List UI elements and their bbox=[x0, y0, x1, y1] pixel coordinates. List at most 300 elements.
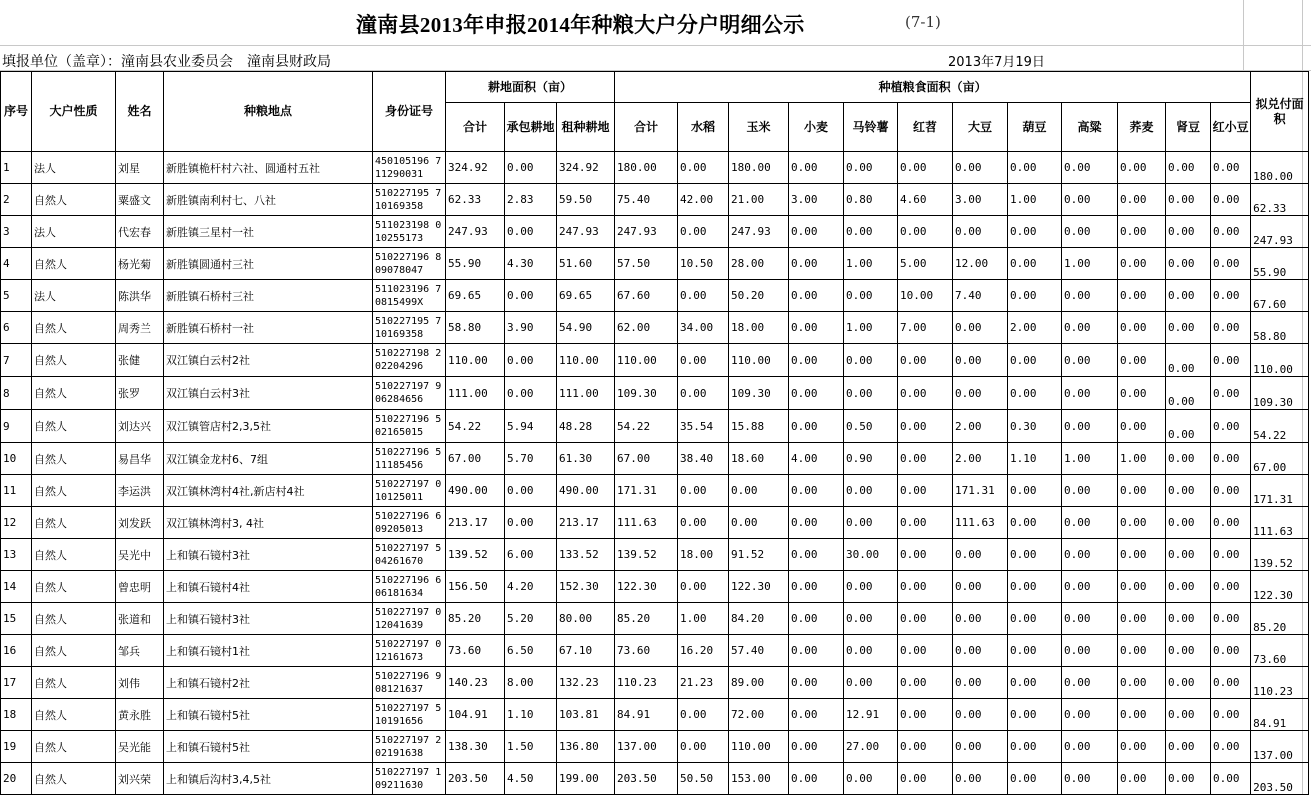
cell-payout: 54.22 bbox=[1251, 410, 1309, 443]
cell-grain-total: 85.20 bbox=[615, 603, 678, 635]
cell-sweetpotato: 0.00 bbox=[898, 410, 953, 443]
cell-sorghum: 0.00 bbox=[1062, 280, 1118, 312]
cell-sorghum: 0.00 bbox=[1062, 603, 1118, 635]
header-name: 姓名 bbox=[116, 72, 164, 152]
cell-redbean: 0.00 bbox=[1211, 410, 1251, 443]
table-row bbox=[1, 571, 1309, 603]
cell-corn: 18.00 bbox=[729, 312, 789, 344]
cell-location: 双江镇白云村3社 bbox=[164, 377, 373, 410]
cell-name: 代宏春 bbox=[116, 216, 164, 248]
cell-grain-total: 203.50 bbox=[615, 763, 678, 795]
cell-area-contract: 1.10 bbox=[505, 699, 557, 731]
table-row bbox=[1, 312, 1309, 344]
cell-sorghum: 0.00 bbox=[1062, 410, 1118, 443]
cell-redbean: 0.00 bbox=[1211, 475, 1251, 507]
cell-id: 510227197 010125011 bbox=[373, 475, 446, 507]
cell-kidney: 0.00 bbox=[1166, 152, 1211, 184]
cell-potato: 0.00 bbox=[844, 635, 898, 667]
cell-wheat: 0.00 bbox=[789, 377, 844, 410]
cell-wheat: 0.00 bbox=[789, 248, 844, 280]
table-row bbox=[1, 410, 1309, 443]
cell-area-total: 85.20 bbox=[446, 603, 505, 635]
cell-payout: 85.20 bbox=[1251, 603, 1309, 635]
cell-rice: 18.00 bbox=[678, 539, 729, 571]
cell-potato: 0.50 bbox=[844, 410, 898, 443]
header-area-group: 耕地面积（亩） bbox=[446, 72, 615, 103]
cell-wheat: 0.00 bbox=[789, 571, 844, 603]
cell-pea: 0.00 bbox=[1008, 507, 1062, 539]
cell-buckwheat: 0.00 bbox=[1118, 635, 1166, 667]
cell-pea: 1.10 bbox=[1008, 443, 1062, 475]
cell-corn: 18.60 bbox=[729, 443, 789, 475]
cell-soy: 0.00 bbox=[953, 344, 1008, 377]
cell-location: 上和镇石镜村3社 bbox=[164, 603, 373, 635]
cell-location: 新胜镇石桥村三社 bbox=[164, 280, 373, 312]
table-row bbox=[1, 216, 1309, 248]
cell-kidney: 0.00 bbox=[1166, 571, 1211, 603]
cell-seq: 6 bbox=[1, 312, 32, 344]
cell-area-total: 62.33 bbox=[446, 184, 505, 216]
cell-kidney: 0.00 bbox=[1166, 312, 1211, 344]
cell-corn: 110.00 bbox=[729, 731, 789, 763]
cell-soy: 0.00 bbox=[953, 763, 1008, 795]
cell-potato: 0.00 bbox=[844, 280, 898, 312]
cell-buckwheat: 0.00 bbox=[1118, 410, 1166, 443]
cell-sorghum: 1.00 bbox=[1062, 248, 1118, 280]
cell-area-total: 58.80 bbox=[446, 312, 505, 344]
cell-id: 510227197 012041639 bbox=[373, 603, 446, 635]
cell-sweetpotato: 0.00 bbox=[898, 539, 953, 571]
header-grain-total: 合计 bbox=[615, 103, 678, 152]
cell-location: 双江镇金龙村6、7组 bbox=[164, 443, 373, 475]
cell-nature: 自然人 bbox=[32, 699, 116, 731]
header-kidney: 肾豆 bbox=[1166, 103, 1211, 152]
cell-buckwheat: 0.00 bbox=[1118, 152, 1166, 184]
cell-location: 上和镇石镜村5社 bbox=[164, 699, 373, 731]
cell-wheat: 0.00 bbox=[789, 635, 844, 667]
cell-sorghum: 0.00 bbox=[1062, 539, 1118, 571]
cell-corn: 57.40 bbox=[729, 635, 789, 667]
cell-grain-total: 110.23 bbox=[615, 667, 678, 699]
cell-pea: 0.00 bbox=[1008, 571, 1062, 603]
cell-grain-total: 111.63 bbox=[615, 507, 678, 539]
cell-soy: 0.00 bbox=[953, 635, 1008, 667]
cell-area-total: 490.00 bbox=[446, 475, 505, 507]
cell-soy: 0.00 bbox=[953, 216, 1008, 248]
cell-soy: 0.00 bbox=[953, 152, 1008, 184]
cell-corn: 89.00 bbox=[729, 667, 789, 699]
table-row bbox=[1, 152, 1309, 184]
cell-seq: 4 bbox=[1, 248, 32, 280]
cell-id: 510227196 606181634 bbox=[373, 571, 446, 603]
cell-wheat: 0.00 bbox=[789, 603, 844, 635]
cell-name: 杨光菊 bbox=[116, 248, 164, 280]
cell-soy: 2.00 bbox=[953, 410, 1008, 443]
table-row bbox=[1, 280, 1309, 312]
cell-area-rent: 133.52 bbox=[557, 539, 615, 571]
cell-sweetpotato: 0.00 bbox=[898, 667, 953, 699]
cell-grain-total: 109.30 bbox=[615, 377, 678, 410]
cell-area-rent: 61.30 bbox=[557, 443, 615, 475]
cell-pea: 2.00 bbox=[1008, 312, 1062, 344]
cell-corn: 91.52 bbox=[729, 539, 789, 571]
cell-area-rent: 59.50 bbox=[557, 184, 615, 216]
cell-name: 张罗 bbox=[116, 377, 164, 410]
cell-potato: 0.00 bbox=[844, 152, 898, 184]
cell-payout: 122.30 bbox=[1251, 571, 1309, 603]
table-row bbox=[1, 635, 1309, 667]
cell-id: 510227196 502165015 bbox=[373, 410, 446, 443]
cell-wheat: 0.00 bbox=[789, 699, 844, 731]
cell-soy: 171.31 bbox=[953, 475, 1008, 507]
cell-area-rent: 136.80 bbox=[557, 731, 615, 763]
table-row bbox=[1, 603, 1309, 635]
cell-area-contract: 0.00 bbox=[505, 507, 557, 539]
cell-corn: 247.93 bbox=[729, 216, 789, 248]
cell-rice: 0.00 bbox=[678, 699, 729, 731]
header-id: 身份证号 bbox=[373, 72, 446, 152]
cell-location: 新胜镇南利村七、八社 bbox=[164, 184, 373, 216]
cell-kidney: 0.00 bbox=[1166, 667, 1211, 699]
header-area-rent: 租种耕地 bbox=[557, 103, 615, 152]
cell-buckwheat: 0.00 bbox=[1118, 699, 1166, 731]
cell-seq: 2 bbox=[1, 184, 32, 216]
cell-area-total: 203.50 bbox=[446, 763, 505, 795]
cell-grain-total: 62.00 bbox=[615, 312, 678, 344]
cell-seq: 14 bbox=[1, 571, 32, 603]
cell-potato: 0.00 bbox=[844, 377, 898, 410]
cell-rice: 0.00 bbox=[678, 344, 729, 377]
cell-id: 510227196 609205013 bbox=[373, 507, 446, 539]
cell-payout: 73.60 bbox=[1251, 635, 1309, 667]
cell-rice: 21.23 bbox=[678, 667, 729, 699]
cell-name: 刘发跃 bbox=[116, 507, 164, 539]
cell-rice: 0.00 bbox=[678, 475, 729, 507]
cell-pea: 0.00 bbox=[1008, 248, 1062, 280]
cell-pea: 0.00 bbox=[1008, 539, 1062, 571]
cell-seq: 11 bbox=[1, 475, 32, 507]
cell-area-rent: 111.00 bbox=[557, 377, 615, 410]
cell-buckwheat: 0.00 bbox=[1118, 763, 1166, 795]
cell-area-rent: 54.90 bbox=[557, 312, 615, 344]
cell-area-total: 138.30 bbox=[446, 731, 505, 763]
cell-kidney: 0.00 bbox=[1166, 603, 1211, 635]
cell-location: 新胜镇三星村一社 bbox=[164, 216, 373, 248]
cell-area-contract: 0.00 bbox=[505, 280, 557, 312]
cell-grain-total: 73.60 bbox=[615, 635, 678, 667]
cell-rice: 38.40 bbox=[678, 443, 729, 475]
cell-name: 黄永胜 bbox=[116, 699, 164, 731]
cell-soy: 0.00 bbox=[953, 603, 1008, 635]
cell-redbean: 0.00 bbox=[1211, 377, 1251, 410]
cell-id: 510227196 809078047 bbox=[373, 248, 446, 280]
page-title: 潼南县2013年申报2014年种粮大户分户明细公示 bbox=[356, 13, 805, 37]
cell-buckwheat: 0.00 bbox=[1118, 603, 1166, 635]
cell-area-rent: 69.65 bbox=[557, 280, 615, 312]
cell-location: 上和镇石镜村5社 bbox=[164, 731, 373, 763]
cell-payout: 58.80 bbox=[1251, 312, 1309, 344]
cell-wheat: 0.00 bbox=[789, 312, 844, 344]
cell-area-total: 69.65 bbox=[446, 280, 505, 312]
cell-location: 上和镇石镜村3社 bbox=[164, 539, 373, 571]
cell-payout: 203.50 bbox=[1251, 763, 1309, 795]
table-row bbox=[1, 731, 1309, 763]
cell-corn: 0.00 bbox=[729, 475, 789, 507]
cell-corn: 109.30 bbox=[729, 377, 789, 410]
cell-seq: 10 bbox=[1, 443, 32, 475]
cell-location: 上和镇后沟村3,4,5社 bbox=[164, 763, 373, 795]
cell-rice: 16.20 bbox=[678, 635, 729, 667]
header-nature: 大户性质 bbox=[32, 72, 116, 152]
cell-area-rent: 324.92 bbox=[557, 152, 615, 184]
cell-sorghum: 0.00 bbox=[1062, 667, 1118, 699]
cell-buckwheat: 0.00 bbox=[1118, 184, 1166, 216]
cell-corn: 0.00 bbox=[729, 507, 789, 539]
cell-potato: 1.00 bbox=[844, 312, 898, 344]
cell-buckwheat: 0.00 bbox=[1118, 216, 1166, 248]
cell-pea: 0.00 bbox=[1008, 216, 1062, 248]
cell-soy: 111.63 bbox=[953, 507, 1008, 539]
cell-buckwheat: 1.00 bbox=[1118, 443, 1166, 475]
cell-soy: 0.00 bbox=[953, 377, 1008, 410]
cell-name: 曾忠明 bbox=[116, 571, 164, 603]
cell-sweetpotato: 7.00 bbox=[898, 312, 953, 344]
header-area-total: 合计 bbox=[446, 103, 505, 152]
cell-area-total: 213.17 bbox=[446, 507, 505, 539]
cell-area-total: 73.60 bbox=[446, 635, 505, 667]
cell-kidney: 0.00 bbox=[1166, 216, 1211, 248]
cell-area-total: 104.91 bbox=[446, 699, 505, 731]
cell-pea: 0.00 bbox=[1008, 635, 1062, 667]
cell-sorghum: 0.00 bbox=[1062, 152, 1118, 184]
cell-kidney: 0.00 bbox=[1166, 184, 1211, 216]
cell-id: 510227197 202191638 bbox=[373, 731, 446, 763]
cell-area-contract: 5.94 bbox=[505, 410, 557, 443]
cell-area-contract: 0.00 bbox=[505, 475, 557, 507]
table-row bbox=[1, 344, 1309, 377]
table-row bbox=[1, 667, 1309, 699]
cell-sorghum: 0.00 bbox=[1062, 184, 1118, 216]
cell-payout: 137.00 bbox=[1251, 731, 1309, 763]
table-row bbox=[1, 763, 1309, 795]
cell-name: 周秀兰 bbox=[116, 312, 164, 344]
table-body bbox=[1, 152, 1309, 795]
cell-area-total: 247.93 bbox=[446, 216, 505, 248]
cell-kidney: 0.00 bbox=[1166, 248, 1211, 280]
cell-sorghum: 0.00 bbox=[1062, 731, 1118, 763]
cell-pea: 0.30 bbox=[1008, 410, 1062, 443]
cell-grain-total: 75.40 bbox=[615, 184, 678, 216]
cell-id: 510227195 710169358 bbox=[373, 184, 446, 216]
cell-area-contract: 2.83 bbox=[505, 184, 557, 216]
cell-area-total: 139.52 bbox=[446, 539, 505, 571]
cell-nature: 自然人 bbox=[32, 571, 116, 603]
cell-soy: 0.00 bbox=[953, 539, 1008, 571]
cell-nature: 自然人 bbox=[32, 667, 116, 699]
cell-name: 吴光中 bbox=[116, 539, 164, 571]
cell-area-rent: 103.81 bbox=[557, 699, 615, 731]
cell-corn: 72.00 bbox=[729, 699, 789, 731]
table-row bbox=[1, 248, 1309, 280]
cell-wheat: 0.00 bbox=[789, 475, 844, 507]
cell-rice: 1.00 bbox=[678, 603, 729, 635]
cell-wheat: 0.00 bbox=[789, 763, 844, 795]
cell-redbean: 0.00 bbox=[1211, 667, 1251, 699]
cell-location: 双江镇管店村2,3,5社 bbox=[164, 410, 373, 443]
cell-seq: 12 bbox=[1, 507, 32, 539]
cell-name: 刘达兴 bbox=[116, 410, 164, 443]
cell-potato: 0.00 bbox=[844, 571, 898, 603]
cell-payout: 180.00 bbox=[1251, 152, 1309, 184]
cell-nature: 自然人 bbox=[32, 312, 116, 344]
cell-area-contract: 3.90 bbox=[505, 312, 557, 344]
table-row bbox=[1, 507, 1309, 539]
cell-id: 510227196 908121637 bbox=[373, 667, 446, 699]
cell-rice: 34.00 bbox=[678, 312, 729, 344]
grid-line bbox=[0, 45, 1311, 46]
cell-nature: 自然人 bbox=[32, 344, 116, 377]
cell-seq: 17 bbox=[1, 667, 32, 699]
cell-location: 双江镇林湾村4社,新店村4社 bbox=[164, 475, 373, 507]
cell-wheat: 0.00 bbox=[789, 731, 844, 763]
cell-grain-total: 110.00 bbox=[615, 344, 678, 377]
cell-rice: 42.00 bbox=[678, 184, 729, 216]
cell-kidney: 0.00 bbox=[1166, 539, 1211, 571]
cell-area-contract: 0.00 bbox=[505, 152, 557, 184]
cell-id: 511023196 70815499X bbox=[373, 280, 446, 312]
cell-grain-total: 247.93 bbox=[615, 216, 678, 248]
cell-rice: 0.00 bbox=[678, 280, 729, 312]
cell-sweetpotato: 0.00 bbox=[898, 507, 953, 539]
cell-kidney: 0.00 bbox=[1166, 507, 1211, 539]
cell-soy: 2.00 bbox=[953, 443, 1008, 475]
cell-corn: 21.00 bbox=[729, 184, 789, 216]
cell-redbean: 0.00 bbox=[1211, 539, 1251, 571]
cell-sorghum: 0.00 bbox=[1062, 377, 1118, 410]
cell-potato: 0.00 bbox=[844, 344, 898, 377]
cell-id: 510227197 504261670 bbox=[373, 539, 446, 571]
cell-kidney: 0.00 bbox=[1166, 443, 1211, 475]
cell-sweetpotato: 0.00 bbox=[898, 344, 953, 377]
cell-seq: 1 bbox=[1, 152, 32, 184]
cell-rice: 0.00 bbox=[678, 377, 729, 410]
cell-area-rent: 247.93 bbox=[557, 216, 615, 248]
cell-nature: 自然人 bbox=[32, 475, 116, 507]
cell-area-rent: 51.60 bbox=[557, 248, 615, 280]
cell-nature: 自然人 bbox=[32, 377, 116, 410]
cell-redbean: 0.00 bbox=[1211, 603, 1251, 635]
cell-location: 新胜镇桅杆村六社、圆通村五社 bbox=[164, 152, 373, 184]
cell-nature: 自然人 bbox=[32, 635, 116, 667]
cell-redbean: 0.00 bbox=[1211, 731, 1251, 763]
cell-potato: 0.00 bbox=[844, 603, 898, 635]
cell-area-total: 55.90 bbox=[446, 248, 505, 280]
cell-corn: 122.30 bbox=[729, 571, 789, 603]
cell-area-total: 67.00 bbox=[446, 443, 505, 475]
cell-seq: 15 bbox=[1, 603, 32, 635]
cell-name: 李运洪 bbox=[116, 475, 164, 507]
header-buckwheat: 荞麦 bbox=[1118, 103, 1166, 152]
cell-nature: 法人 bbox=[32, 152, 116, 184]
cell-area-contract: 4.20 bbox=[505, 571, 557, 603]
cell-buckwheat: 0.00 bbox=[1118, 571, 1166, 603]
cell-id: 510227195 710169358 bbox=[373, 312, 446, 344]
cell-potato: 0.00 bbox=[844, 667, 898, 699]
cell-soy: 0.00 bbox=[953, 731, 1008, 763]
cell-grain-total: 171.31 bbox=[615, 475, 678, 507]
cell-potato: 1.00 bbox=[844, 248, 898, 280]
cell-payout: 111.63 bbox=[1251, 507, 1309, 539]
cell-sorghum: 0.00 bbox=[1062, 216, 1118, 248]
cell-area-contract: 1.50 bbox=[505, 731, 557, 763]
header-payout: 拟兑付面积 bbox=[1251, 72, 1309, 152]
cell-wheat: 0.00 bbox=[789, 152, 844, 184]
cell-potato: 0.00 bbox=[844, 507, 898, 539]
cell-name: 陈洪华 bbox=[116, 280, 164, 312]
cell-sorghum: 0.00 bbox=[1062, 635, 1118, 667]
header-sweetpotato: 红苕 bbox=[898, 103, 953, 152]
cell-wheat: 4.00 bbox=[789, 443, 844, 475]
cell-redbean: 0.00 bbox=[1211, 312, 1251, 344]
header-soy: 大豆 bbox=[953, 103, 1008, 152]
cell-payout: 62.33 bbox=[1251, 184, 1309, 216]
cell-name: 邹兵 bbox=[116, 635, 164, 667]
cell-wheat: 0.00 bbox=[789, 539, 844, 571]
cell-potato: 0.90 bbox=[844, 443, 898, 475]
cell-area-contract: 5.70 bbox=[505, 443, 557, 475]
cell-nature: 自然人 bbox=[32, 507, 116, 539]
cell-id: 510227197 109211630 bbox=[373, 763, 446, 795]
cell-buckwheat: 0.00 bbox=[1118, 248, 1166, 280]
cell-potato: 30.00 bbox=[844, 539, 898, 571]
cell-redbean: 0.00 bbox=[1211, 184, 1251, 216]
cell-sorghum: 0.00 bbox=[1062, 507, 1118, 539]
cell-rice: 35.54 bbox=[678, 410, 729, 443]
cell-name: 粟盛文 bbox=[116, 184, 164, 216]
cell-seq: 3 bbox=[1, 216, 32, 248]
cell-grain-total: 122.30 bbox=[615, 571, 678, 603]
cell-corn: 50.20 bbox=[729, 280, 789, 312]
cell-soy: 0.00 bbox=[953, 699, 1008, 731]
cell-area-contract: 4.50 bbox=[505, 763, 557, 795]
reporting-unit: 填报单位（盖章）：潼南县农业委员会 潼南县财政局 bbox=[2, 54, 331, 70]
cell-sorghum: 0.00 bbox=[1062, 312, 1118, 344]
cell-soy: 3.00 bbox=[953, 184, 1008, 216]
cell-area-total: 140.23 bbox=[446, 667, 505, 699]
table-row bbox=[1, 699, 1309, 731]
cell-location: 双江镇白云村2社 bbox=[164, 344, 373, 377]
cell-name: 张道和 bbox=[116, 603, 164, 635]
cell-area-contract: 4.30 bbox=[505, 248, 557, 280]
cell-corn: 110.00 bbox=[729, 344, 789, 377]
cell-sweetpotato: 0.00 bbox=[898, 377, 953, 410]
cell-area-contract: 5.20 bbox=[505, 603, 557, 635]
cell-kidney: 0.00 bbox=[1166, 731, 1211, 763]
cell-redbean: 0.00 bbox=[1211, 280, 1251, 312]
report-date: 2013年7月19日 bbox=[948, 55, 1045, 70]
cell-buckwheat: 0.00 bbox=[1118, 312, 1166, 344]
cell-buckwheat: 0.00 bbox=[1118, 280, 1166, 312]
cell-area-rent: 132.23 bbox=[557, 667, 615, 699]
cell-sweetpotato: 5.00 bbox=[898, 248, 953, 280]
cell-pea: 0.00 bbox=[1008, 699, 1062, 731]
cell-wheat: 0.00 bbox=[789, 410, 844, 443]
cell-payout: 109.30 bbox=[1251, 377, 1309, 410]
cell-name: 张健 bbox=[116, 344, 164, 377]
cell-wheat: 0.00 bbox=[789, 344, 844, 377]
cell-redbean: 0.00 bbox=[1211, 635, 1251, 667]
cell-area-total: 156.50 bbox=[446, 571, 505, 603]
